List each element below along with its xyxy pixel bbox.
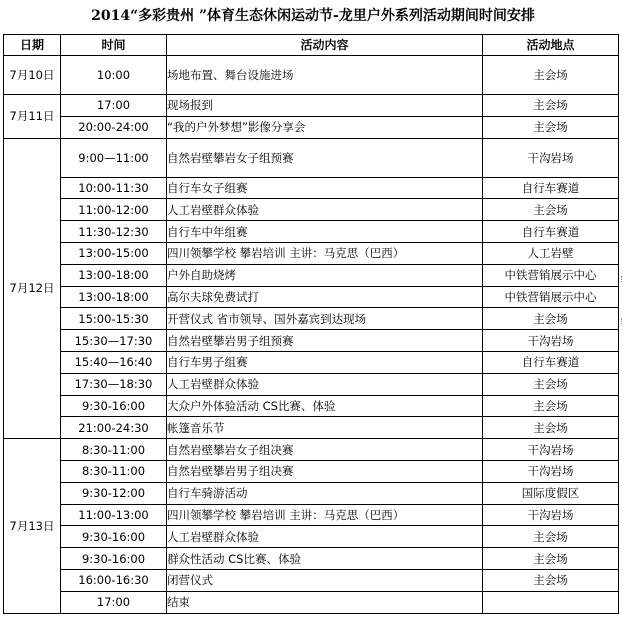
date-cell: 7月10日	[4, 56, 61, 95]
location-cell: 中铁营销展示中心	[483, 264, 619, 286]
table-row	[4, 417, 619, 439]
date-cell: 7月12日	[4, 138, 61, 439]
table-row	[4, 504, 619, 526]
time-cell: 9:00—11:00	[61, 138, 167, 177]
table-row	[4, 264, 619, 286]
activity-cell: 人工岩壁群众体验	[167, 199, 483, 221]
table-row	[4, 460, 619, 482]
location-cell	[483, 591, 619, 613]
time-cell: 10:00-11:30	[61, 177, 167, 199]
time-cell: 17:00	[61, 591, 167, 613]
time-cell: 10:00	[61, 56, 167, 95]
table-row	[4, 439, 619, 461]
location-cell: 中铁营销展示中心	[483, 286, 619, 308]
page-title: 2014“多彩贵州 ”体育生态休闲运动节-龙里户外系列活动期间时间安排	[91, 8, 535, 24]
location-cell: 主会场	[483, 199, 619, 221]
activity-cell: 自然岩壁攀岩女子组决赛	[167, 439, 483, 461]
table-row	[4, 56, 619, 95]
location-cell: 自行车赛道	[483, 221, 619, 243]
date-cell: 7月13日	[4, 439, 61, 613]
time-cell: 11:00-12:00	[61, 199, 167, 221]
location-cell: 干沟岩场	[483, 330, 619, 352]
location-cell: 主会场	[483, 373, 619, 395]
table-row	[4, 526, 619, 548]
location-cell: 干沟岩场	[483, 460, 619, 482]
header-date: 日期	[4, 35, 61, 56]
edge-marker	[621, 276, 626, 282]
location-cell: 主会场	[483, 569, 619, 591]
activity-cell: 现场报到	[167, 95, 483, 117]
activity-cell: 结束	[167, 591, 483, 613]
activity-cell: 自行车女子组赛	[167, 177, 483, 199]
activity-cell: 开营仪式 省市领导、国外嘉宾到达现场	[167, 308, 483, 330]
activity-cell: 帐篷音乐节	[167, 417, 483, 439]
time-cell: 13:00-18:00	[61, 264, 167, 286]
table-row	[4, 482, 619, 504]
activity-cell: 自然岩壁攀岩女子组预赛	[167, 138, 483, 177]
table-row	[4, 199, 619, 221]
location-cell: 主会场	[483, 526, 619, 548]
time-cell: 20:00-24:00	[61, 116, 167, 138]
activity-cell: 自行车中年组赛	[167, 221, 483, 243]
time-cell: 9:30-16:00	[61, 526, 167, 548]
date-cell: 7月11日	[4, 95, 61, 139]
time-cell: 21:00-24:30	[61, 417, 167, 439]
table-row	[4, 548, 619, 570]
location-cell: 干沟岩场	[483, 138, 619, 177]
location-cell: 主会场	[483, 56, 619, 95]
activity-cell: 自行车骑游活动	[167, 482, 483, 504]
location-cell: 主会场	[483, 308, 619, 330]
time-cell: 9:30-16:00	[61, 395, 167, 417]
activity-cell: 人工岩壁群众体验	[167, 526, 483, 548]
activity-cell: 四川领攀学校 攀岩培训 主讲：马克思（巴西）	[167, 242, 483, 264]
time-cell: 17:30—18:30	[61, 373, 167, 395]
time-cell: 13:00-18:00	[61, 286, 167, 308]
table-row	[4, 591, 619, 613]
table-row	[4, 138, 619, 177]
activity-cell: 自然岩壁攀岩男子组预赛	[167, 330, 483, 352]
time-cell: 16:00-16:30	[61, 569, 167, 591]
table-row	[4, 351, 619, 373]
activity-cell: 群众性活动 CS比赛、体验	[167, 548, 483, 570]
edge-marker	[621, 318, 626, 324]
table-row	[4, 286, 619, 308]
location-cell: 主会场	[483, 548, 619, 570]
time-cell: 15:40—16:40	[61, 351, 167, 373]
activity-cell: 大众户外体验活动 CS比赛、体验	[167, 395, 483, 417]
table-row	[4, 308, 619, 330]
location-cell: 国际度假区	[483, 482, 619, 504]
location-cell: 干沟岩场	[483, 439, 619, 461]
table-row	[4, 373, 619, 395]
table-row	[4, 95, 619, 117]
activity-cell: 闭营仪式	[167, 569, 483, 591]
table-row	[4, 395, 619, 417]
time-cell: 13:00-15:00	[61, 242, 167, 264]
activity-cell: 自行车男子组赛	[167, 351, 483, 373]
table-row	[4, 330, 619, 352]
schedule-body	[4, 56, 619, 614]
location-cell: 主会场	[483, 95, 619, 117]
time-cell: 17:00	[61, 95, 167, 117]
location-cell: 自行车赛道	[483, 177, 619, 199]
time-cell: 11:00-13:00	[61, 504, 167, 526]
location-cell: 主会场	[483, 395, 619, 417]
time-cell: 9:30-16:00	[61, 548, 167, 570]
time-cell: 15:00-15:30	[61, 308, 167, 330]
table-row	[4, 116, 619, 138]
location-cell: 人工岩壁	[483, 242, 619, 264]
table-row	[4, 242, 619, 264]
time-cell: 8:30-11:00	[61, 439, 167, 461]
activity-cell: 四川领攀学校 攀岩培训 主讲：马克思（巴西）	[167, 504, 483, 526]
time-cell: 11:30-12:30	[61, 221, 167, 243]
table-row	[4, 569, 619, 591]
location-cell: 主会场	[483, 116, 619, 138]
time-cell: 9:30-12:00	[61, 482, 167, 504]
header-row	[4, 35, 619, 56]
activity-cell: 户外自助烧烤	[167, 264, 483, 286]
time-cell: 8:30-11:00	[61, 460, 167, 482]
header-time: 时间	[61, 35, 167, 56]
activity-cell: “我的户外梦想”影像分享会	[167, 116, 483, 138]
activity-cell: 人工岩壁群众体验	[167, 373, 483, 395]
schedule-table	[3, 34, 619, 614]
activity-cell: 自然岩壁攀岩男子组决赛	[167, 460, 483, 482]
location-cell: 干沟岩场	[483, 504, 619, 526]
location-cell: 自行车赛道	[483, 351, 619, 373]
table-row	[4, 177, 619, 199]
header-activity: 活动内容	[167, 35, 483, 56]
table-row	[4, 221, 619, 243]
activity-cell: 高尔夫球免费试打	[167, 286, 483, 308]
location-cell: 主会场	[483, 417, 619, 439]
activity-cell: 场地布置、舞台设施进场	[167, 56, 483, 95]
time-cell: 15:30—17:30	[61, 330, 167, 352]
header-location: 活动地点	[483, 35, 619, 56]
